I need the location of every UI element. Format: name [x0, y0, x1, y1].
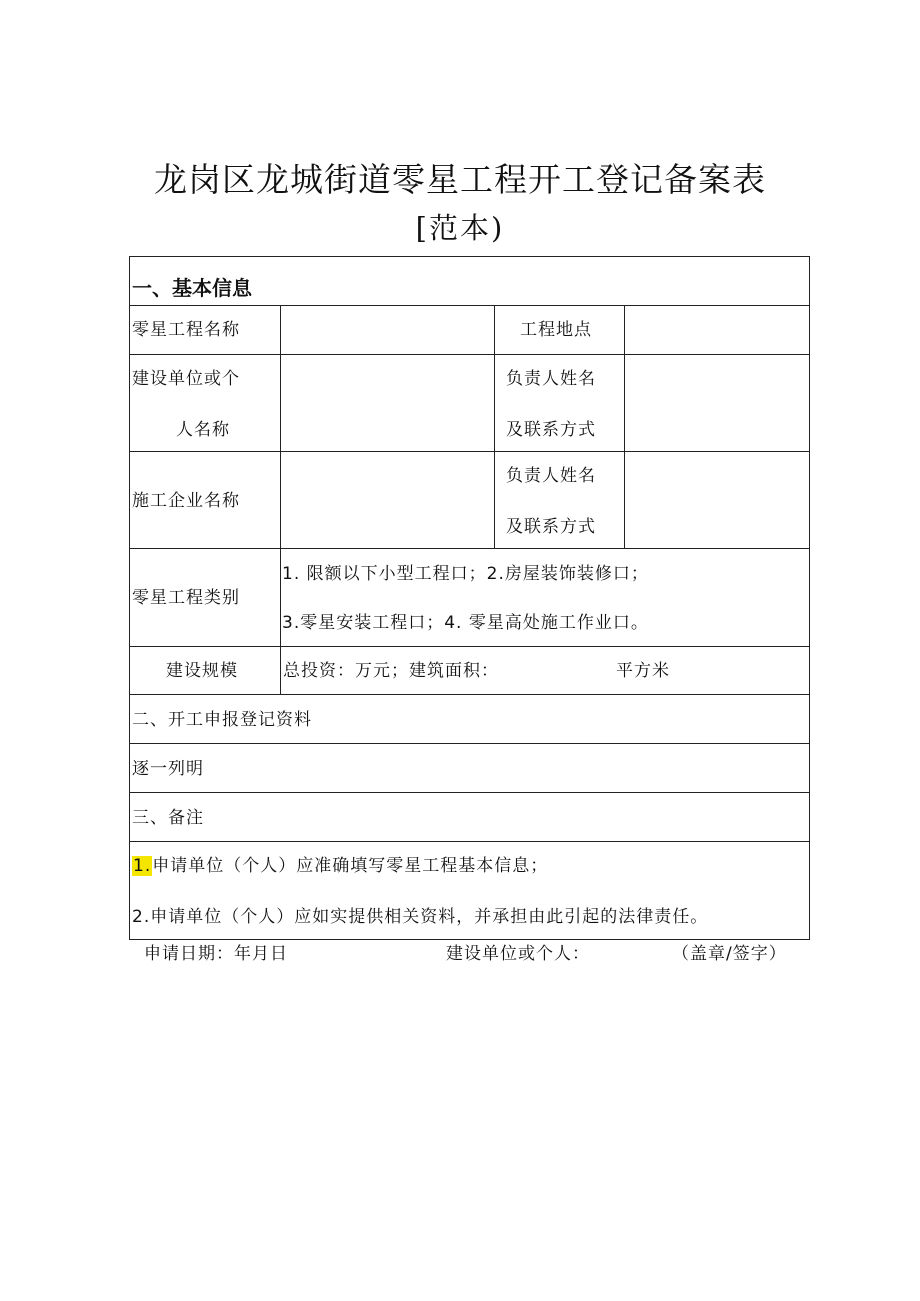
contractor-label: 施工企业名称 — [132, 491, 240, 511]
row-divider — [130, 792, 809, 793]
row-divider — [130, 694, 809, 695]
contractor-contact-label-line1: 负责人姓名 — [506, 466, 596, 486]
row-divider — [130, 548, 809, 549]
row-divider — [130, 841, 809, 842]
form-title: 龙岗区龙城街道零星工程开工登记备案表 — [154, 160, 766, 199]
column-divider — [280, 305, 281, 694]
row-divider — [130, 743, 809, 744]
builder-contact-field[interactable] — [632, 391, 802, 415]
scale-area-unit: 平方米 — [616, 661, 670, 681]
row-divider — [130, 451, 809, 452]
builder-label-line1: 建设单位或个 — [132, 369, 240, 389]
registration-form-table — [129, 256, 810, 940]
section2-content[interactable]: 逐一列明 — [132, 759, 204, 779]
builder-contact-label-line2: 及联系方式 — [506, 420, 596, 440]
scale-label: 建设规模 — [166, 661, 238, 681]
footer-seal: （盖章/签字） — [672, 944, 787, 964]
scale-investment[interactable]: 总投资：万元；建筑面积： — [283, 661, 499, 681]
row-divider — [130, 305, 809, 306]
note-1 — [132, 854, 548, 878]
contractor-field[interactable] — [288, 489, 488, 513]
location-field[interactable] — [632, 318, 802, 342]
note-1-text: 申请单位（个人）应准确填写零星工程基本信息； — [152, 856, 549, 876]
section3-heading: 三、备注 — [132, 808, 204, 828]
column-divider — [624, 305, 625, 548]
footer-applicant: 建设单位或个人： — [446, 944, 590, 964]
row-divider — [130, 646, 809, 647]
row-divider — [130, 354, 809, 355]
contractor-contact-label-line2: 及联系方式 — [506, 517, 596, 537]
footer-date: 申请日期：年月日 — [144, 944, 288, 964]
column-divider — [494, 305, 495, 548]
category-options-line1[interactable]: 1. 限额以下小型工程口；2.房屋装饰装修口； — [282, 564, 649, 584]
builder-field[interactable] — [288, 391, 488, 415]
project-name-label: 零星工程名称 — [132, 320, 240, 340]
category-options-line2[interactable]: 3.零星安装工程口；4. 零星高处施工作业口。 — [282, 613, 649, 633]
category-label: 零星工程类别 — [132, 588, 240, 608]
builder-contact-label-line1: 负责人姓名 — [506, 369, 596, 389]
note-2: 2.申请单位（个人）应如实提供相关资料，并承担由此引起的法律责任。 — [132, 907, 709, 927]
section2-heading: 二、开工申报登记资料 — [132, 710, 312, 730]
contractor-contact-field[interactable] — [632, 489, 802, 513]
note-1-number: 1. — [133, 856, 152, 876]
project-name-field[interactable] — [288, 318, 488, 342]
location-label: 工程地点 — [520, 320, 592, 340]
form-subtitle: [范本) — [415, 211, 505, 245]
section1-heading: 一、基本信息 — [132, 276, 252, 300]
builder-label-line2: 人名称 — [176, 420, 230, 440]
